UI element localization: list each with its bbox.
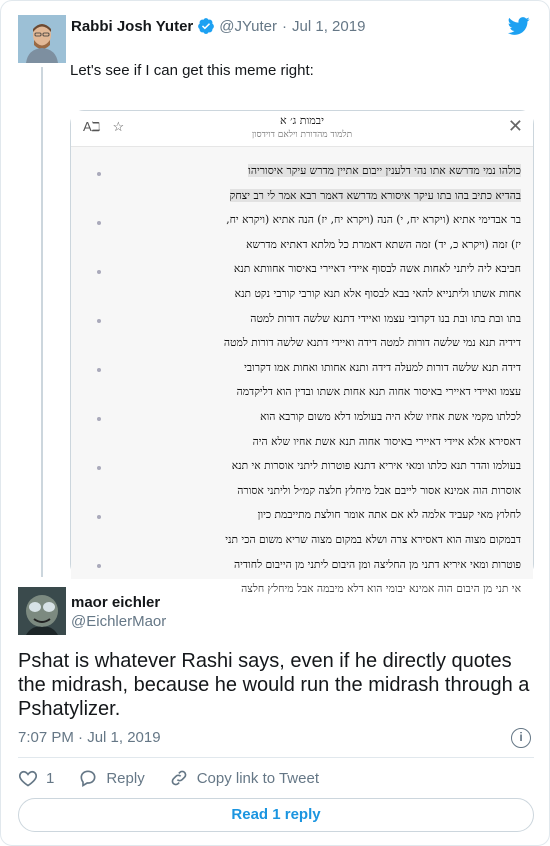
twitter-bird-icon[interactable] bbox=[507, 15, 531, 37]
hebrew-line: בעולמו והדר תנא כלתו ומאי איריא דתנא פוטרות ליתני אוסרות אי תנא bbox=[231, 459, 521, 473]
like-button[interactable] bbox=[18, 768, 54, 788]
copy-link-button[interactable] bbox=[169, 768, 319, 788]
tweet-header bbox=[71, 17, 365, 35]
hebrew-line: בתו ובת בתו ובת בנו דקרובי עצמו ואיידי דתנא שלשה דורות למטה bbox=[250, 311, 521, 325]
font-size-icon: Aℶ bbox=[83, 119, 101, 134]
tweet-text-line-1: Let's see if I can get this meme right: bbox=[70, 62, 314, 79]
hebrew-line: עצמו ואיידי דאיירי באיסור אחוה תנא אחות אשתו ובדין הוא דליקדמה bbox=[236, 385, 521, 399]
line-bullet bbox=[97, 515, 101, 519]
heart-icon bbox=[18, 768, 38, 788]
line-bullet bbox=[97, 368, 101, 372]
thread-line bbox=[41, 67, 43, 577]
image-subtitle: תלמוד מהדורת וילאם דוידסון bbox=[251, 130, 353, 140]
verified-badge-icon bbox=[197, 17, 215, 35]
image-title: יבמות ג׳ א bbox=[280, 114, 324, 127]
hebrew-line: בהדיא כתיב בהו בתו עיקר איסורא מדרשא דאמר רבא אמר לי רב יצחק bbox=[229, 188, 521, 202]
divider bbox=[18, 757, 534, 758]
line-bullet bbox=[97, 564, 101, 568]
hebrew-lines bbox=[121, 159, 521, 596]
link-icon bbox=[169, 768, 189, 788]
info-icon[interactable]: i bbox=[511, 728, 531, 748]
hebrew-line: אי תני מן היבום הוה אמינא יבומי הוא דלא מיבמה אבל מיחלץ חלצה bbox=[241, 582, 521, 596]
hebrew-line: דאסירא אלא איידי דאיירי באיסור אחוה תנא אשת אחיו שלא היה bbox=[252, 434, 521, 448]
line-bullet bbox=[97, 270, 101, 274]
hebrew-line: יז) זמה (ויקרא כ, יד) זמה השתא דאמרת כל מלתא דאתיא מדרשא bbox=[246, 237, 521, 251]
author-name[interactable]: Rabbi Josh Yuter bbox=[71, 17, 194, 35]
hebrew-line: דידיה תנא נמי שלשה דורות למטה דידה ואיידי דתנא שלשה דורות למטה bbox=[223, 336, 521, 350]
header-separator: · bbox=[282, 17, 288, 35]
reply-label: Reply bbox=[106, 769, 145, 787]
line-bullet bbox=[97, 417, 101, 421]
reply-text: Pshat is whatever Rashi says, even if he directly quotes the midrash, because he would run the midrash through a Pshatylizer. bbox=[18, 650, 530, 720]
like-count: 1 bbox=[46, 769, 55, 787]
close-icon: ✕ bbox=[507, 116, 523, 136]
author-avatar[interactable] bbox=[18, 15, 66, 63]
copy-link-label: Copy link to Tweet bbox=[196, 769, 319, 787]
hebrew-line: דבמקום מצוה הוא דאסירא צרה ושלא במקום מצוה שריא משום הכי תני bbox=[225, 532, 521, 546]
line-bullet bbox=[97, 172, 101, 176]
hebrew-line: כולהו נמי מדרשא אתו נהי דלענין ייבום אתיין מדרש עיקר איסוריהו bbox=[248, 164, 521, 177]
line-bullet bbox=[97, 319, 101, 323]
hebrew-line: לכלתו מקמי אשת אחיו שלא היה בעולמו דלא משום קורבא הוא bbox=[260, 409, 521, 423]
hebrew-line: פוטרות ומאי איריא דתני מן החליצה ומן היבום ליתני מן הייבום לחודיה bbox=[233, 557, 521, 571]
reply-author-name[interactable]: maor eichler bbox=[71, 594, 161, 611]
image-toolbar bbox=[71, 111, 533, 147]
hebrew-line: אוסרות הוה אמינא אסור לייבם אבל מיחלץ חלצה קמ״ל וליתני אסורה bbox=[237, 483, 521, 497]
reply-author-handle[interactable]: @EichlerMaor bbox=[71, 613, 167, 630]
author-handle[interactable]: @JYuter bbox=[219, 17, 278, 35]
hebrew-line: דידה תנא שלשה דורות למעלה דידה ותנא אחותו ואחות אמו דקרובי bbox=[244, 360, 521, 374]
reply-bubble-icon bbox=[78, 768, 98, 788]
reply-timestamp[interactable]: 7:07 PM · Jul 1, 2019 bbox=[18, 729, 161, 746]
hebrew-text-panel bbox=[71, 147, 533, 596]
reply-header bbox=[71, 594, 160, 611]
read-replies-button[interactable]: Read 1 reply bbox=[18, 798, 534, 832]
tweet-date[interactable]: Jul 1, 2019 bbox=[292, 17, 366, 35]
reply-author-avatar[interactable] bbox=[18, 587, 66, 635]
hebrew-line: אחות אשתו וליתנייא להאי בבא לבסוף אלא תנא קורבי קורבי נקט תנא bbox=[234, 286, 521, 300]
reply-button[interactable] bbox=[78, 768, 144, 788]
hebrew-line: בר אבדימי אתיא (ויקרא יח, י) הנה (ויקרא יח, יז) הנה אתיא (ויקרא יח, bbox=[226, 213, 521, 227]
line-bullet bbox=[97, 221, 101, 225]
action-bar bbox=[18, 767, 343, 789]
star-icon: ☆ bbox=[112, 119, 125, 134]
hebrew-line: חביבא ליה ליתני לאחות אשה לבסוף איידי דאיירי באיסור אחוותא תנא bbox=[233, 262, 521, 276]
tweet-image[interactable] bbox=[70, 110, 534, 596]
line-bullet bbox=[97, 466, 101, 470]
hebrew-line: לחלוץ מאי קעביד אלמה לא אם אתה אומר חולצת מתייבמת כיון bbox=[257, 508, 521, 522]
